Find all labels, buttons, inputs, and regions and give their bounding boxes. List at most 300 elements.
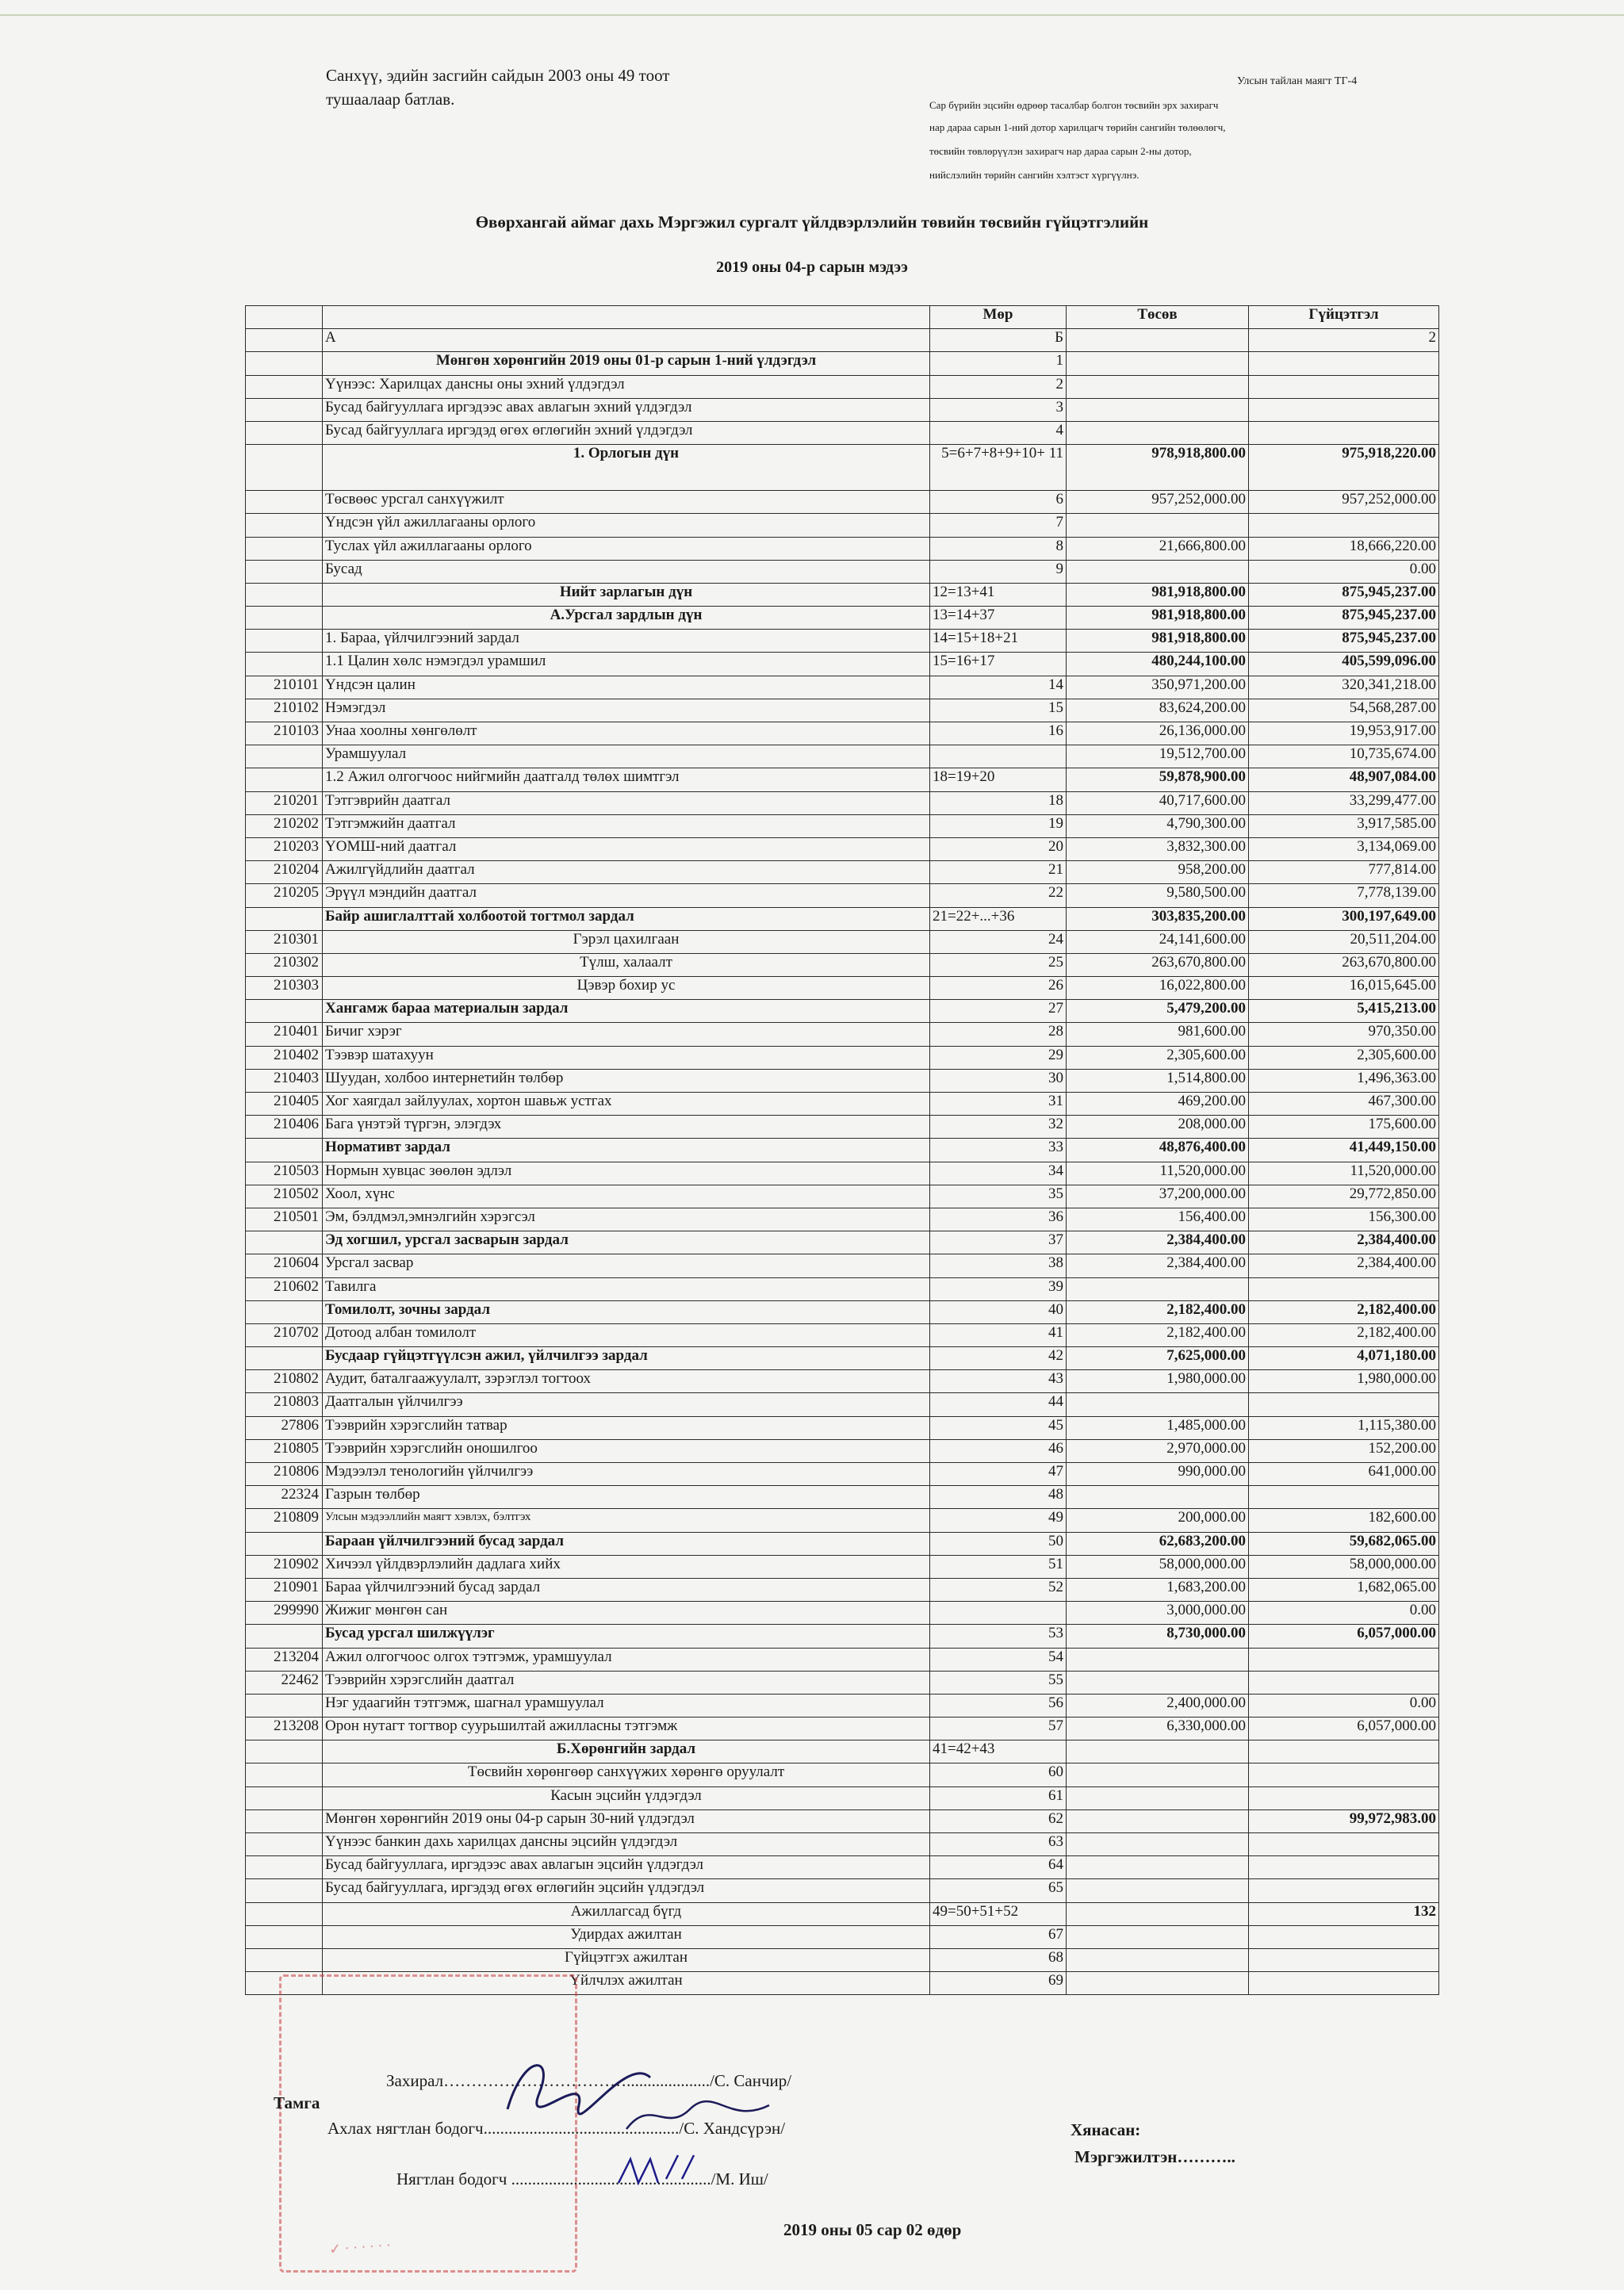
cell-performance: 54,568,287.00 — [1249, 699, 1439, 722]
table-row — [246, 791, 1439, 814]
cell-row-no: 15=16+17 — [930, 653, 1067, 676]
cell-row-no: 31 — [930, 1093, 1067, 1116]
cell-name: Үндсэн цалин — [323, 676, 930, 699]
cell-row-no: 34 — [930, 1162, 1067, 1185]
cell-performance: 156,300.00 — [1249, 1208, 1439, 1231]
cell-code — [246, 375, 323, 398]
cell-performance: 875,945,237.00 — [1249, 607, 1439, 630]
cell-name: Тэтгэмжийн даатгал — [323, 814, 930, 837]
cell-performance: 300,197,649.00 — [1249, 907, 1439, 930]
cell-code: 27806 — [246, 1416, 323, 1439]
cell-performance: 1,682,065.00 — [1249, 1578, 1439, 1601]
chief-accountant-signature: Ахлах нягтлан бодогч.............................................../С. Хандсүрэн/ — [327, 2119, 786, 2138]
cell-budget: 8,730,000.00 — [1067, 1625, 1249, 1648]
cell-code — [246, 1902, 323, 1925]
cell-performance: 11,520,000.00 — [1249, 1162, 1439, 1185]
cell-name: Тээврийн хэрэгслийн даатгал — [323, 1671, 930, 1694]
cell-budget — [1067, 1786, 1249, 1809]
cell-name: Гэрэл цахилгаан — [323, 930, 930, 953]
header-name — [323, 306, 930, 329]
table-row — [246, 1139, 1439, 1162]
cell-code — [246, 1532, 323, 1555]
cell-name: Тэтгэврийн даатгал — [323, 791, 930, 814]
cell-name: 1.2 Ажил олгогчоос нийгмийн даатгалд төлөх шимтгэл — [323, 768, 930, 791]
table-row — [246, 1439, 1439, 1462]
cell-name: Тээврийн хэрэгслийн оношилгоо — [323, 1439, 930, 1462]
cell-budget — [1067, 514, 1249, 537]
cell-performance: 957,252,000.00 — [1249, 491, 1439, 514]
cell-row-no: 15 — [930, 699, 1067, 722]
cell-code: 210203 — [246, 837, 323, 860]
table-row — [246, 1532, 1439, 1555]
cell-performance: 405,599,096.00 — [1249, 653, 1439, 676]
cell-row-no: 56 — [930, 1694, 1067, 1717]
table-row — [246, 1948, 1439, 1971]
cell-row-no: 41 — [930, 1323, 1067, 1346]
note-line-2: нар дараа сарын 1-ний дотор харилцагч төрийн сангийн төлөөлөгч, — [929, 121, 1226, 133]
note-line-4: нийслэлийн төрийн сангийн хэлтэст хүргүүлнэ. — [929, 169, 1139, 181]
table-row — [246, 1300, 1439, 1323]
cell-name: Удирдах ажилтан — [323, 1925, 930, 1948]
cell-row-no: 21 — [930, 861, 1067, 884]
cell-row-no: 61 — [930, 1786, 1067, 1809]
table-row — [246, 1786, 1439, 1809]
cell-performance: 2 — [1249, 329, 1439, 352]
table-row — [246, 329, 1439, 352]
cell-budget: 9,580,500.00 — [1067, 884, 1249, 907]
table-row — [246, 583, 1439, 606]
cell-name: Нормын хувцас зөөлөн эдлэл — [323, 1162, 930, 1185]
table-row — [246, 537, 1439, 560]
cell-performance: 152,200.00 — [1249, 1439, 1439, 1462]
cell-row-no: 18 — [930, 791, 1067, 814]
cell-name: Унаа хоолны хөнгөлөлт — [323, 722, 930, 745]
cell-code — [246, 607, 323, 630]
cell-budget: 981,918,800.00 — [1067, 607, 1249, 630]
cell-row-no: 41=42+43 — [930, 1740, 1067, 1763]
table-header-row — [246, 306, 1439, 329]
cell-code: 210302 — [246, 953, 323, 976]
cell-row-no: 63 — [930, 1833, 1067, 1856]
cell-budget — [1067, 1972, 1249, 1995]
cell-code: 299990 — [246, 1602, 323, 1625]
cell-row-no: 24 — [930, 930, 1067, 953]
table-row — [246, 837, 1439, 860]
table-row — [246, 445, 1439, 491]
cell-budget: 1,683,200.00 — [1067, 1578, 1249, 1601]
cell-budget: 957,252,000.00 — [1067, 491, 1249, 514]
cell-row-no: 65 — [930, 1879, 1067, 1902]
cell-code — [246, 1740, 323, 1763]
cell-row-no: 20 — [930, 837, 1067, 860]
cell-row-no: 19 — [930, 814, 1067, 837]
cell-budget: 62,683,200.00 — [1067, 1532, 1249, 1555]
cell-performance: 16,015,645.00 — [1249, 977, 1439, 1000]
cell-name: Тээврийн хэрэгслийн татвар — [323, 1416, 930, 1439]
cell-budget: 59,878,900.00 — [1067, 768, 1249, 791]
approval-line-1: Санхүү, эдийн засгийн сайдын 2003 оны 49 тоот — [326, 66, 670, 85]
cell-budget: 40,717,600.00 — [1067, 791, 1249, 814]
cell-code: 210902 — [246, 1555, 323, 1578]
cell-name: 1. Бараа, үйлчилгээний зардал — [323, 630, 930, 653]
cell-row-no: 64 — [930, 1856, 1067, 1879]
cell-budget: 208,000.00 — [1067, 1116, 1249, 1139]
accountant-signature-scribble — [611, 2147, 706, 2195]
table-row — [246, 1370, 1439, 1393]
cell-row-no: 50 — [930, 1532, 1067, 1555]
cell-code — [246, 1925, 323, 1948]
cell-budget — [1067, 375, 1249, 398]
cell-performance — [1249, 1833, 1439, 1856]
cell-code: 210502 — [246, 1185, 323, 1208]
cell-name: Дотоод албан томилолт — [323, 1323, 930, 1346]
cell-name: Цэвэр бохир ус — [323, 977, 930, 1000]
cell-name: 1.1 Цалин хөлс нэмэгдэл урамшил — [323, 653, 930, 676]
cell-performance — [1249, 1740, 1439, 1763]
cell-code: 210301 — [246, 930, 323, 953]
cell-row-no: 57 — [930, 1718, 1067, 1740]
cell-name: Эм, бэлдмэл,эмнэлгийн хэрэгсэл — [323, 1208, 930, 1231]
cell-performance: 3,134,069.00 — [1249, 837, 1439, 860]
cell-budget — [1067, 1486, 1249, 1509]
cell-budget — [1067, 1671, 1249, 1694]
cell-row-no: 67 — [930, 1925, 1067, 1948]
cell-performance — [1249, 1786, 1439, 1809]
table-row — [246, 398, 1439, 421]
cell-performance: 33,299,477.00 — [1249, 791, 1439, 814]
cell-name: Бусад урсгал шилжүүлэг — [323, 1625, 930, 1648]
cell-row-no: 2 — [930, 375, 1067, 398]
cell-performance: 4,071,180.00 — [1249, 1347, 1439, 1370]
cell-performance — [1249, 1763, 1439, 1786]
table-row — [246, 930, 1439, 953]
cell-budget: 200,000.00 — [1067, 1509, 1249, 1532]
cell-row-no: 52 — [930, 1578, 1067, 1601]
table-row — [246, 884, 1439, 907]
table-row — [246, 953, 1439, 976]
cell-budget — [1067, 1925, 1249, 1948]
cell-row-no: 38 — [930, 1254, 1067, 1277]
cell-performance: 48,907,084.00 — [1249, 768, 1439, 791]
table-row — [246, 1208, 1439, 1231]
table-row — [246, 1185, 1439, 1208]
reviewed-label: Хянасан: — [1071, 2120, 1141, 2139]
cell-code — [246, 514, 323, 537]
cell-name: Гүйцэтгэх ажилтан — [323, 1948, 930, 1971]
cell-name: Урсгал засвар — [323, 1254, 930, 1277]
cell-row-no: 45 — [930, 1416, 1067, 1439]
cell-row-no: 14 — [930, 676, 1067, 699]
cell-name: Б.Хөрөнгийн зардал — [323, 1740, 930, 1763]
cell-performance: 2,182,400.00 — [1249, 1300, 1439, 1323]
table-row — [246, 1809, 1439, 1832]
cell-code: 210803 — [246, 1393, 323, 1416]
cell-row-no: 54 — [930, 1648, 1067, 1671]
report-title: Өвөрхангай аймаг дахь Мэргэжил сургалт үйлдвэрлэлийн төвийн төсвийн гүйцэтгэлийн — [475, 213, 1149, 232]
cell-row-no: 49 — [930, 1509, 1067, 1532]
cell-code — [246, 1786, 323, 1809]
cell-performance: 0.00 — [1249, 1694, 1439, 1717]
cell-name: Ажиллагсад бүгд — [323, 1902, 930, 1925]
table-row — [246, 514, 1439, 537]
cell-name: Бусад байгууллага иргэдэд өгөх өглөгийн эхний үлдэгдэл — [323, 421, 930, 444]
cell-budget: 303,835,200.00 — [1067, 907, 1249, 930]
cell-code — [246, 1833, 323, 1856]
cell-name: Жижиг мөнгөн сан — [323, 1602, 930, 1625]
cell-name: Төсвөөс урсгал санхүүжилт — [323, 491, 930, 514]
header-row-no: Мөр — [930, 306, 1067, 329]
cell-row-no: 28 — [930, 1023, 1067, 1046]
cell-code — [246, 1948, 323, 1971]
cell-budget: 48,876,400.00 — [1067, 1139, 1249, 1162]
cell-performance: 10,735,674.00 — [1249, 745, 1439, 768]
cell-performance — [1249, 421, 1439, 444]
cell-budget: 1,980,000.00 — [1067, 1370, 1249, 1393]
cell-code — [246, 768, 323, 791]
cell-code: 210805 — [246, 1439, 323, 1462]
cell-code: 210101 — [246, 676, 323, 699]
cell-budget: 1,485,000.00 — [1067, 1416, 1249, 1439]
cell-code — [246, 653, 323, 676]
cell-performance: 5,415,213.00 — [1249, 1000, 1439, 1023]
cell-performance: 99,972,983.00 — [1249, 1809, 1439, 1832]
cell-performance: 2,384,400.00 — [1249, 1254, 1439, 1277]
cell-name: Бичиг хэрэг — [323, 1023, 930, 1046]
cell-code — [246, 537, 323, 560]
cell-row-no: 8 — [930, 537, 1067, 560]
table-row — [246, 1648, 1439, 1671]
cell-name: Үндсэн үйл ажиллагааны орлого — [323, 514, 930, 537]
table-row — [246, 1671, 1439, 1694]
table-row — [246, 907, 1439, 930]
cell-code: 210103 — [246, 722, 323, 745]
cell-code — [246, 329, 323, 352]
cell-row-no: Б — [930, 329, 1067, 352]
table-row — [246, 745, 1439, 768]
table-body — [246, 329, 1439, 1995]
note-line-3: төсвийн төвлөрүүлэн захирагч нар дараа сарын 2-ны дотор, — [929, 145, 1192, 157]
cell-code: 210809 — [246, 1509, 323, 1532]
cell-budget — [1067, 329, 1249, 352]
cell-row-no: 1 — [930, 352, 1067, 375]
stamp-label: Тамга — [274, 2093, 320, 2112]
table-row — [246, 1902, 1439, 1925]
cell-performance — [1249, 352, 1439, 375]
table-row — [246, 1393, 1439, 1416]
cell-performance: 6,057,000.00 — [1249, 1625, 1439, 1648]
cell-performance — [1249, 1925, 1439, 1948]
cell-name: А — [323, 329, 930, 352]
cell-budget: 16,022,800.00 — [1067, 977, 1249, 1000]
cell-name: Томилолт, зочны зардал — [323, 1300, 930, 1323]
cell-performance: 58,000,000.00 — [1249, 1555, 1439, 1578]
cell-budget: 3,000,000.00 — [1067, 1602, 1249, 1625]
cell-row-no: 13=14+37 — [930, 607, 1067, 630]
cell-name: Бараа үйлчилгээний бусад зардал — [323, 1578, 930, 1601]
table-row — [246, 1093, 1439, 1116]
cell-row-no: 53 — [930, 1625, 1067, 1648]
cell-row-no: 22 — [930, 884, 1067, 907]
cell-row-no: 43 — [930, 1370, 1067, 1393]
cell-budget: 1,514,800.00 — [1067, 1069, 1249, 1092]
cell-name: Газрын төлбөр — [323, 1486, 930, 1509]
cell-name: Мөнгөн хөрөнгийн 2019 оны 01-р сарын 1-ний үлдэгдэл — [323, 352, 930, 375]
cell-code — [246, 398, 323, 421]
cell-name: Шуудан, холбоо интернетийн төлбөр — [323, 1069, 930, 1092]
cell-budget: 26,136,000.00 — [1067, 722, 1249, 745]
table-row — [246, 421, 1439, 444]
cell-budget: 2,384,400.00 — [1067, 1231, 1249, 1254]
cell-budget: 2,384,400.00 — [1067, 1254, 1249, 1277]
cell-performance — [1249, 1879, 1439, 1902]
cell-performance — [1249, 1393, 1439, 1416]
table-row — [246, 1416, 1439, 1439]
cell-name: Ажилгүйдлийн даатгал — [323, 861, 930, 884]
cell-budget: 2,305,600.00 — [1067, 1046, 1249, 1069]
table-row — [246, 1763, 1439, 1786]
table-row — [246, 977, 1439, 1000]
cell-performance — [1249, 1972, 1439, 1995]
cell-budget — [1067, 1809, 1249, 1832]
cell-name: Мэдээлэл тенологийн үйлчилгээ — [323, 1463, 930, 1486]
cell-code — [246, 1763, 323, 1786]
table-row — [246, 1602, 1439, 1625]
cell-row-no: 14=15+18+21 — [930, 630, 1067, 653]
cell-row-no: 26 — [930, 977, 1067, 1000]
report-subtitle: 2019 оны 04-р сарын мэдээ — [716, 258, 908, 276]
cell-budget — [1067, 1648, 1249, 1671]
cell-performance: 970,350.00 — [1249, 1023, 1439, 1046]
table-row — [246, 768, 1439, 791]
table-row — [246, 1856, 1439, 1879]
cell-row-no: 39 — [930, 1277, 1067, 1300]
cell-row-no: 6 — [930, 491, 1067, 514]
cell-code: 210205 — [246, 884, 323, 907]
cell-code — [246, 745, 323, 768]
cell-row-no: 68 — [930, 1948, 1067, 1971]
cell-name: Эд хогшил, урсгал засварын зардал — [323, 1231, 930, 1254]
cell-performance — [1249, 375, 1439, 398]
cell-code: 210202 — [246, 814, 323, 837]
cell-name: Бусад байгууллага иргэдээс авах авлагын эхний үлдэгдэл — [323, 398, 930, 421]
cell-code: 213204 — [246, 1648, 323, 1671]
table-row — [246, 607, 1439, 630]
approval-line-2: тушаалаар батлав. — [326, 90, 455, 109]
cell-code: 210303 — [246, 977, 323, 1000]
cell-performance — [1249, 1277, 1439, 1300]
header-budget: Төсөв — [1067, 306, 1249, 329]
cell-code — [246, 1300, 323, 1323]
cell-performance — [1249, 1671, 1439, 1694]
report-date: 2019 оны 05 сар 02 өдөр — [783, 2220, 962, 2239]
cell-code: 210403 — [246, 1069, 323, 1092]
cell-row-no: 48 — [930, 1486, 1067, 1509]
specialist-label: Мэргэжилтэн……….. — [1074, 2147, 1235, 2166]
cell-name: Урамшуулал — [323, 745, 930, 768]
cell-code: 210204 — [246, 861, 323, 884]
cell-row-no: 36 — [930, 1208, 1067, 1231]
table-row — [246, 699, 1439, 722]
table-row — [246, 653, 1439, 676]
cell-performance: 18,666,220.00 — [1249, 537, 1439, 560]
cell-row-no: 40 — [930, 1300, 1067, 1323]
form-code: Улсын тайлан маягт ТГ-4 — [1237, 75, 1358, 87]
cell-name: Төсвийн хөрөнгөөр санхүүжих хөрөнгө оруулалт — [323, 1763, 930, 1786]
table-row — [246, 1555, 1439, 1578]
cell-performance: 975,918,220.00 — [1249, 445, 1439, 491]
table-row — [246, 1486, 1439, 1509]
cell-code: 22462 — [246, 1671, 323, 1694]
cell-budget — [1067, 398, 1249, 421]
cell-row-no: 49=50+51+52 — [930, 1902, 1067, 1925]
cell-performance: 1,115,380.00 — [1249, 1416, 1439, 1439]
cell-row-no: 42 — [930, 1347, 1067, 1370]
cell-performance: 19,953,917.00 — [1249, 722, 1439, 745]
cell-budget: 958,200.00 — [1067, 861, 1249, 884]
cell-budget — [1067, 1948, 1249, 1971]
table-row — [246, 1162, 1439, 1185]
cell-code: 210406 — [246, 1116, 323, 1139]
cell-performance: 1,496,363.00 — [1249, 1069, 1439, 1092]
cell-name: Байр ашиглалттай холбоотой тогтмол зардал — [323, 907, 930, 930]
table-row — [246, 1879, 1439, 1902]
cell-performance — [1249, 1948, 1439, 1971]
cell-code — [246, 352, 323, 375]
cell-code — [246, 1694, 323, 1717]
cell-name: Туслах үйл ажиллагааны орлого — [323, 537, 930, 560]
cell-name: Нормативт зардал — [323, 1139, 930, 1162]
table-row — [246, 676, 1439, 699]
cell-budget: 2,182,400.00 — [1067, 1323, 1249, 1346]
cell-code — [246, 583, 323, 606]
cell-name: Нэмэгдэл — [323, 699, 930, 722]
cell-row-no: 16 — [930, 722, 1067, 745]
table-row — [246, 1069, 1439, 1092]
cell-code — [246, 445, 323, 491]
cell-performance — [1249, 1856, 1439, 1879]
cell-performance — [1249, 514, 1439, 537]
cell-performance: 6,057,000.00 — [1249, 1718, 1439, 1740]
cell-performance: 20,511,204.00 — [1249, 930, 1439, 953]
cell-code — [246, 907, 323, 930]
cell-name: Тавилга — [323, 1277, 930, 1300]
cell-name: Хоол, хүнс — [323, 1185, 930, 1208]
cell-name: Үүнээс банкин дахь харилцах дансны эцсийн үлдэгдэл — [323, 1833, 930, 1856]
cell-code — [246, 1809, 323, 1832]
cell-row-no — [930, 1602, 1067, 1625]
table-row — [246, 1347, 1439, 1370]
cell-performance: 641,000.00 — [1249, 1463, 1439, 1486]
cell-code — [246, 491, 323, 514]
cell-code: 210802 — [246, 1370, 323, 1393]
table-row — [246, 1718, 1439, 1740]
cell-budget: 83,624,200.00 — [1067, 699, 1249, 722]
cell-row-no: 60 — [930, 1763, 1067, 1786]
cell-budget — [1067, 1740, 1249, 1763]
cell-budget — [1067, 1277, 1249, 1300]
cell-code: 210806 — [246, 1463, 323, 1486]
cell-budget: 19,512,700.00 — [1067, 745, 1249, 768]
cell-row-no: 62 — [930, 1809, 1067, 1832]
cell-budget: 24,141,600.00 — [1067, 930, 1249, 953]
cell-code: 210102 — [246, 699, 323, 722]
cell-row-no: 5=6+7+8+9+10+ 11 — [930, 445, 1067, 491]
cell-performance: 0.00 — [1249, 560, 1439, 583]
cell-performance: 777,814.00 — [1249, 861, 1439, 884]
cell-budget: 981,600.00 — [1067, 1023, 1249, 1046]
table-row — [246, 1323, 1439, 1346]
header-performance: Гүйцэтгэл — [1249, 306, 1439, 329]
